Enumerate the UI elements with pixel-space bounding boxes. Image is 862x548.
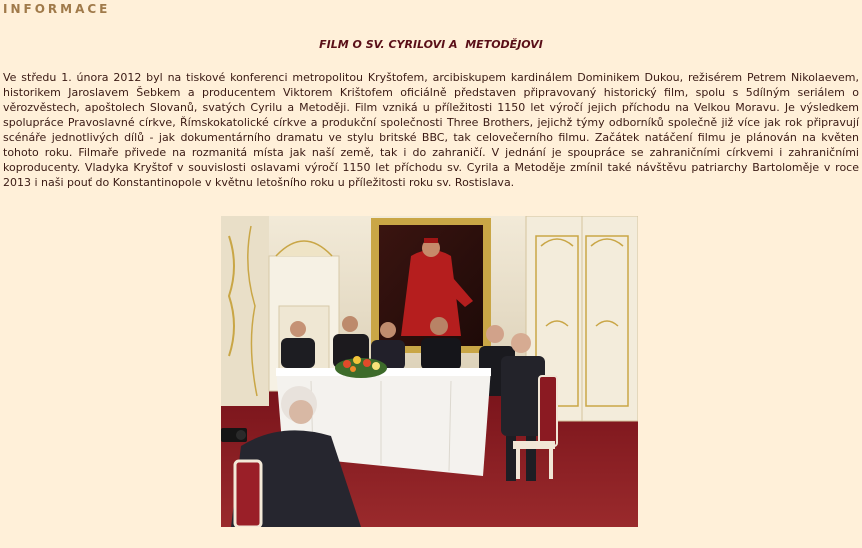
press-conference-photo [221,216,638,527]
article-title: FILM O SV. CYRILOVI A METODĚJOVI [319,38,543,51]
section-heading: INFORMACE [3,2,111,16]
left-pilaster [221,216,269,406]
article-body: Ve středu 1. února 2012 byl na tiskové konferenci metropolitou Kryštofem, arcibiskupem kardinálem Dominikem Dukou, režisérem Petrem Nikolaevem, historikem Jaroslavem Šebkem a producentem Viktorem Krištofem oficiálně představen připravovaný historický film, spolu s 5dílným seriálem o věrozvěstech, apoštolech Slovanů, svatých Cyrilu a Metoději. Film vzniká u příležitosti 1150 let výročí jejich příchodu na Velkou Moravu. Je výsledkem spolupráce Pravoslavné církve, Římskokatolické církve a produkční společnosti Three Brothers, jejichž týmy odborníků společně již více jak rok připravují scénáře jednotlivých dílů - jak dokumentárního dramatu ve stylu britské BBC, tak celovečerního filmu. Začátek natáčení filmu je plánován na květen tohoto roku. Filmaře přivede na rozmanitá místa jak naší země, tak i do zahraničí. V jednání je spoupráce se zahraničními církvemi i zahraničními koproducenty. Vladyka Kryštof v souvislosti oslavami výročí 1150 let příchodu sv. Cyrila a Metoděje zmínil také návštěvu patriarchy Bartoloměje v roce 2013 i naši pouť do Konstantinopole v květnu letošního roku u příležitosti roku sv. Rostislava. [3,71,859,189]
red-chair [539,376,557,446]
